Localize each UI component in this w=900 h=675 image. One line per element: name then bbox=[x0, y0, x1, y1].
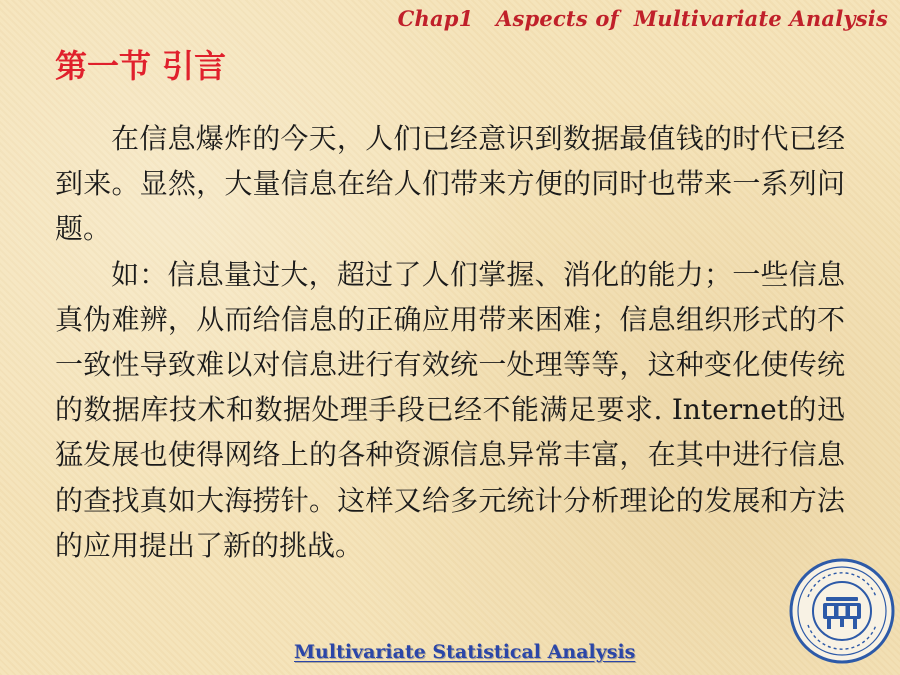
body-text bbox=[55, 116, 845, 568]
footer-title: Multivariate Statistical Analysis bbox=[294, 641, 636, 663]
header-title: Chap1 Aspects of Multivariate Analysis bbox=[397, 6, 888, 31]
university-seal-icon bbox=[788, 557, 896, 665]
paragraph-problems: 如：信息量过大，超过了人们掌握、消化的能力；一些信息真伪难辨，从而给信息的正确应用带来困难；信息组织形式的不一致性导致难以对信息进行有效统一处理等等，这种变化使传统的数据库技术和数据处理手段已经不能满足要求. Internet的迅猛发展也使得网络上的各种资源信息异常丰富，在其中进行信息的查找真如大海捞针。这样又给多元统计分析理论的发展和方法的应用提出了新的挑战。 bbox=[55, 257, 845, 562]
section-title: 第一节 引言 bbox=[55, 47, 227, 85]
paragraph-intro: 在信息爆炸的今天，人们已经意识到数据最值钱的时代已经到来。显然，大量信息在给人们带来方便的同时也带来一系列问题。 bbox=[55, 122, 845, 246]
